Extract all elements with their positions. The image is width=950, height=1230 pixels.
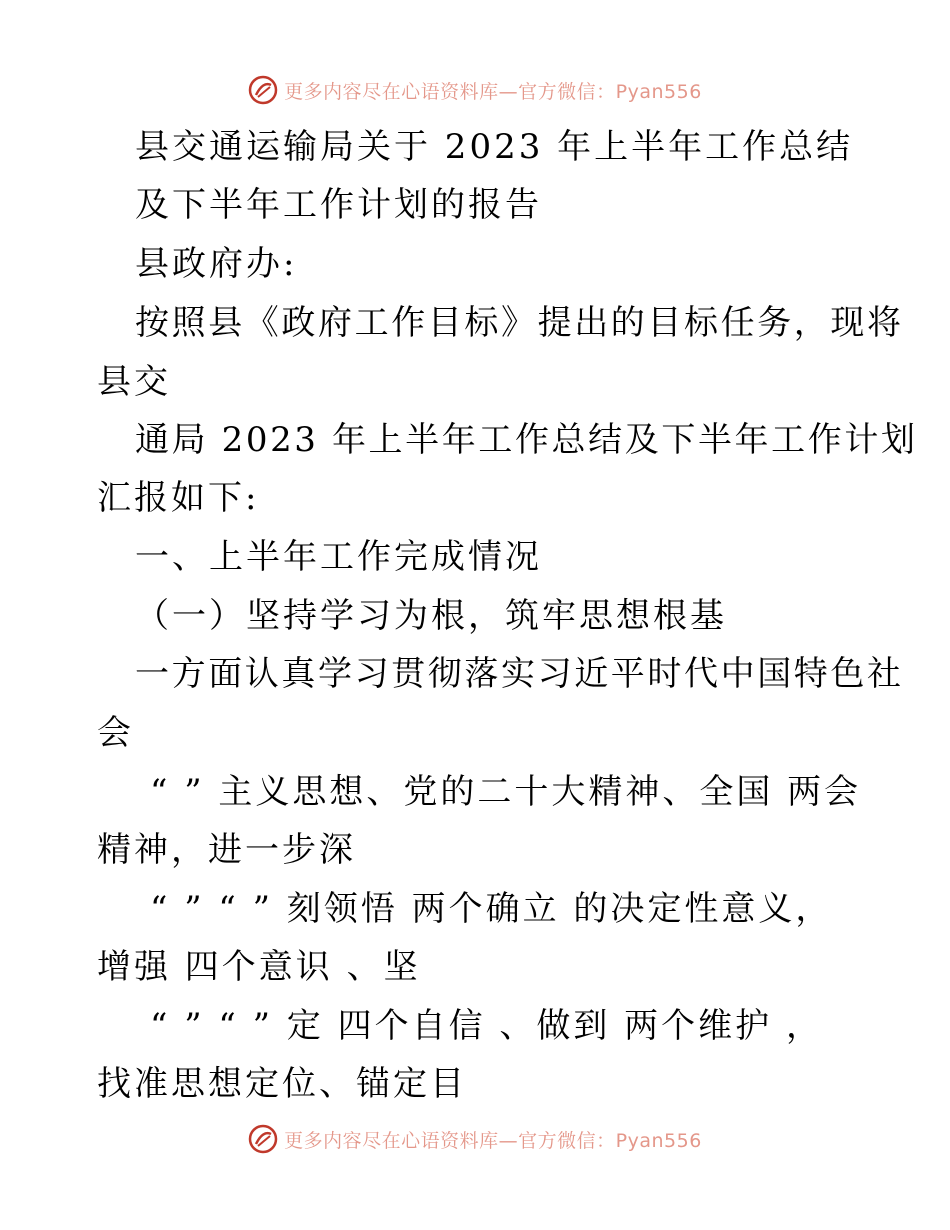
document-title-line-2: 及下半年工作计划的报告 (135, 185, 542, 225)
paragraph-line: 会 (97, 713, 134, 753)
paragraph-line: “ ” “ ” 刻领悟 两个确立 的决定性意义， (150, 889, 833, 929)
seal-logo-icon (248, 1124, 278, 1154)
subsection-heading: （一）坚持学习为根，筑牢思想根基 (135, 596, 727, 636)
watermark-text: 更多内容尽在心语资料库—官方微信：Pyan556 (284, 1129, 702, 1152)
section-heading: 一、上半年工作完成情况 (135, 537, 542, 577)
paragraph-line: 精神，进一步深 (97, 830, 356, 870)
paragraph-line: “ ” 主义思想、党的二十大精神、全国 两会 (150, 772, 862, 812)
paragraph-line: 通局 2023 年上半年工作总结及下半年工作计划 (135, 420, 918, 460)
paragraph-line: 按照县《政府工作目标》提出的目标任务，现将 (135, 303, 904, 343)
paragraph-line: 一方面认真学习贯彻落实习近平时代中国特色社 (135, 654, 904, 694)
document-title-line-1: 县交通运输局关于 2023 年上半年工作总结 (135, 127, 854, 167)
watermark-text: 更多内容尽在心语资料库—官方微信：Pyan556 (284, 80, 702, 103)
paragraph-line: 增强 四个意识 、坚 (97, 947, 421, 987)
seal-logo-icon (248, 75, 278, 105)
watermark-header (0, 72, 950, 108)
paragraph-line: 县交 (97, 362, 171, 402)
document-addressee: 县政府办: (135, 244, 298, 284)
paragraph-line: “ ” “ ” 定 四个自信 、做到 两个维护 ， (150, 1006, 823, 1046)
watermark-footer (0, 1121, 950, 1157)
paragraph-line: 找准思想定位、锚定目 (97, 1064, 467, 1104)
paragraph-line: 汇报如下: (97, 478, 260, 518)
